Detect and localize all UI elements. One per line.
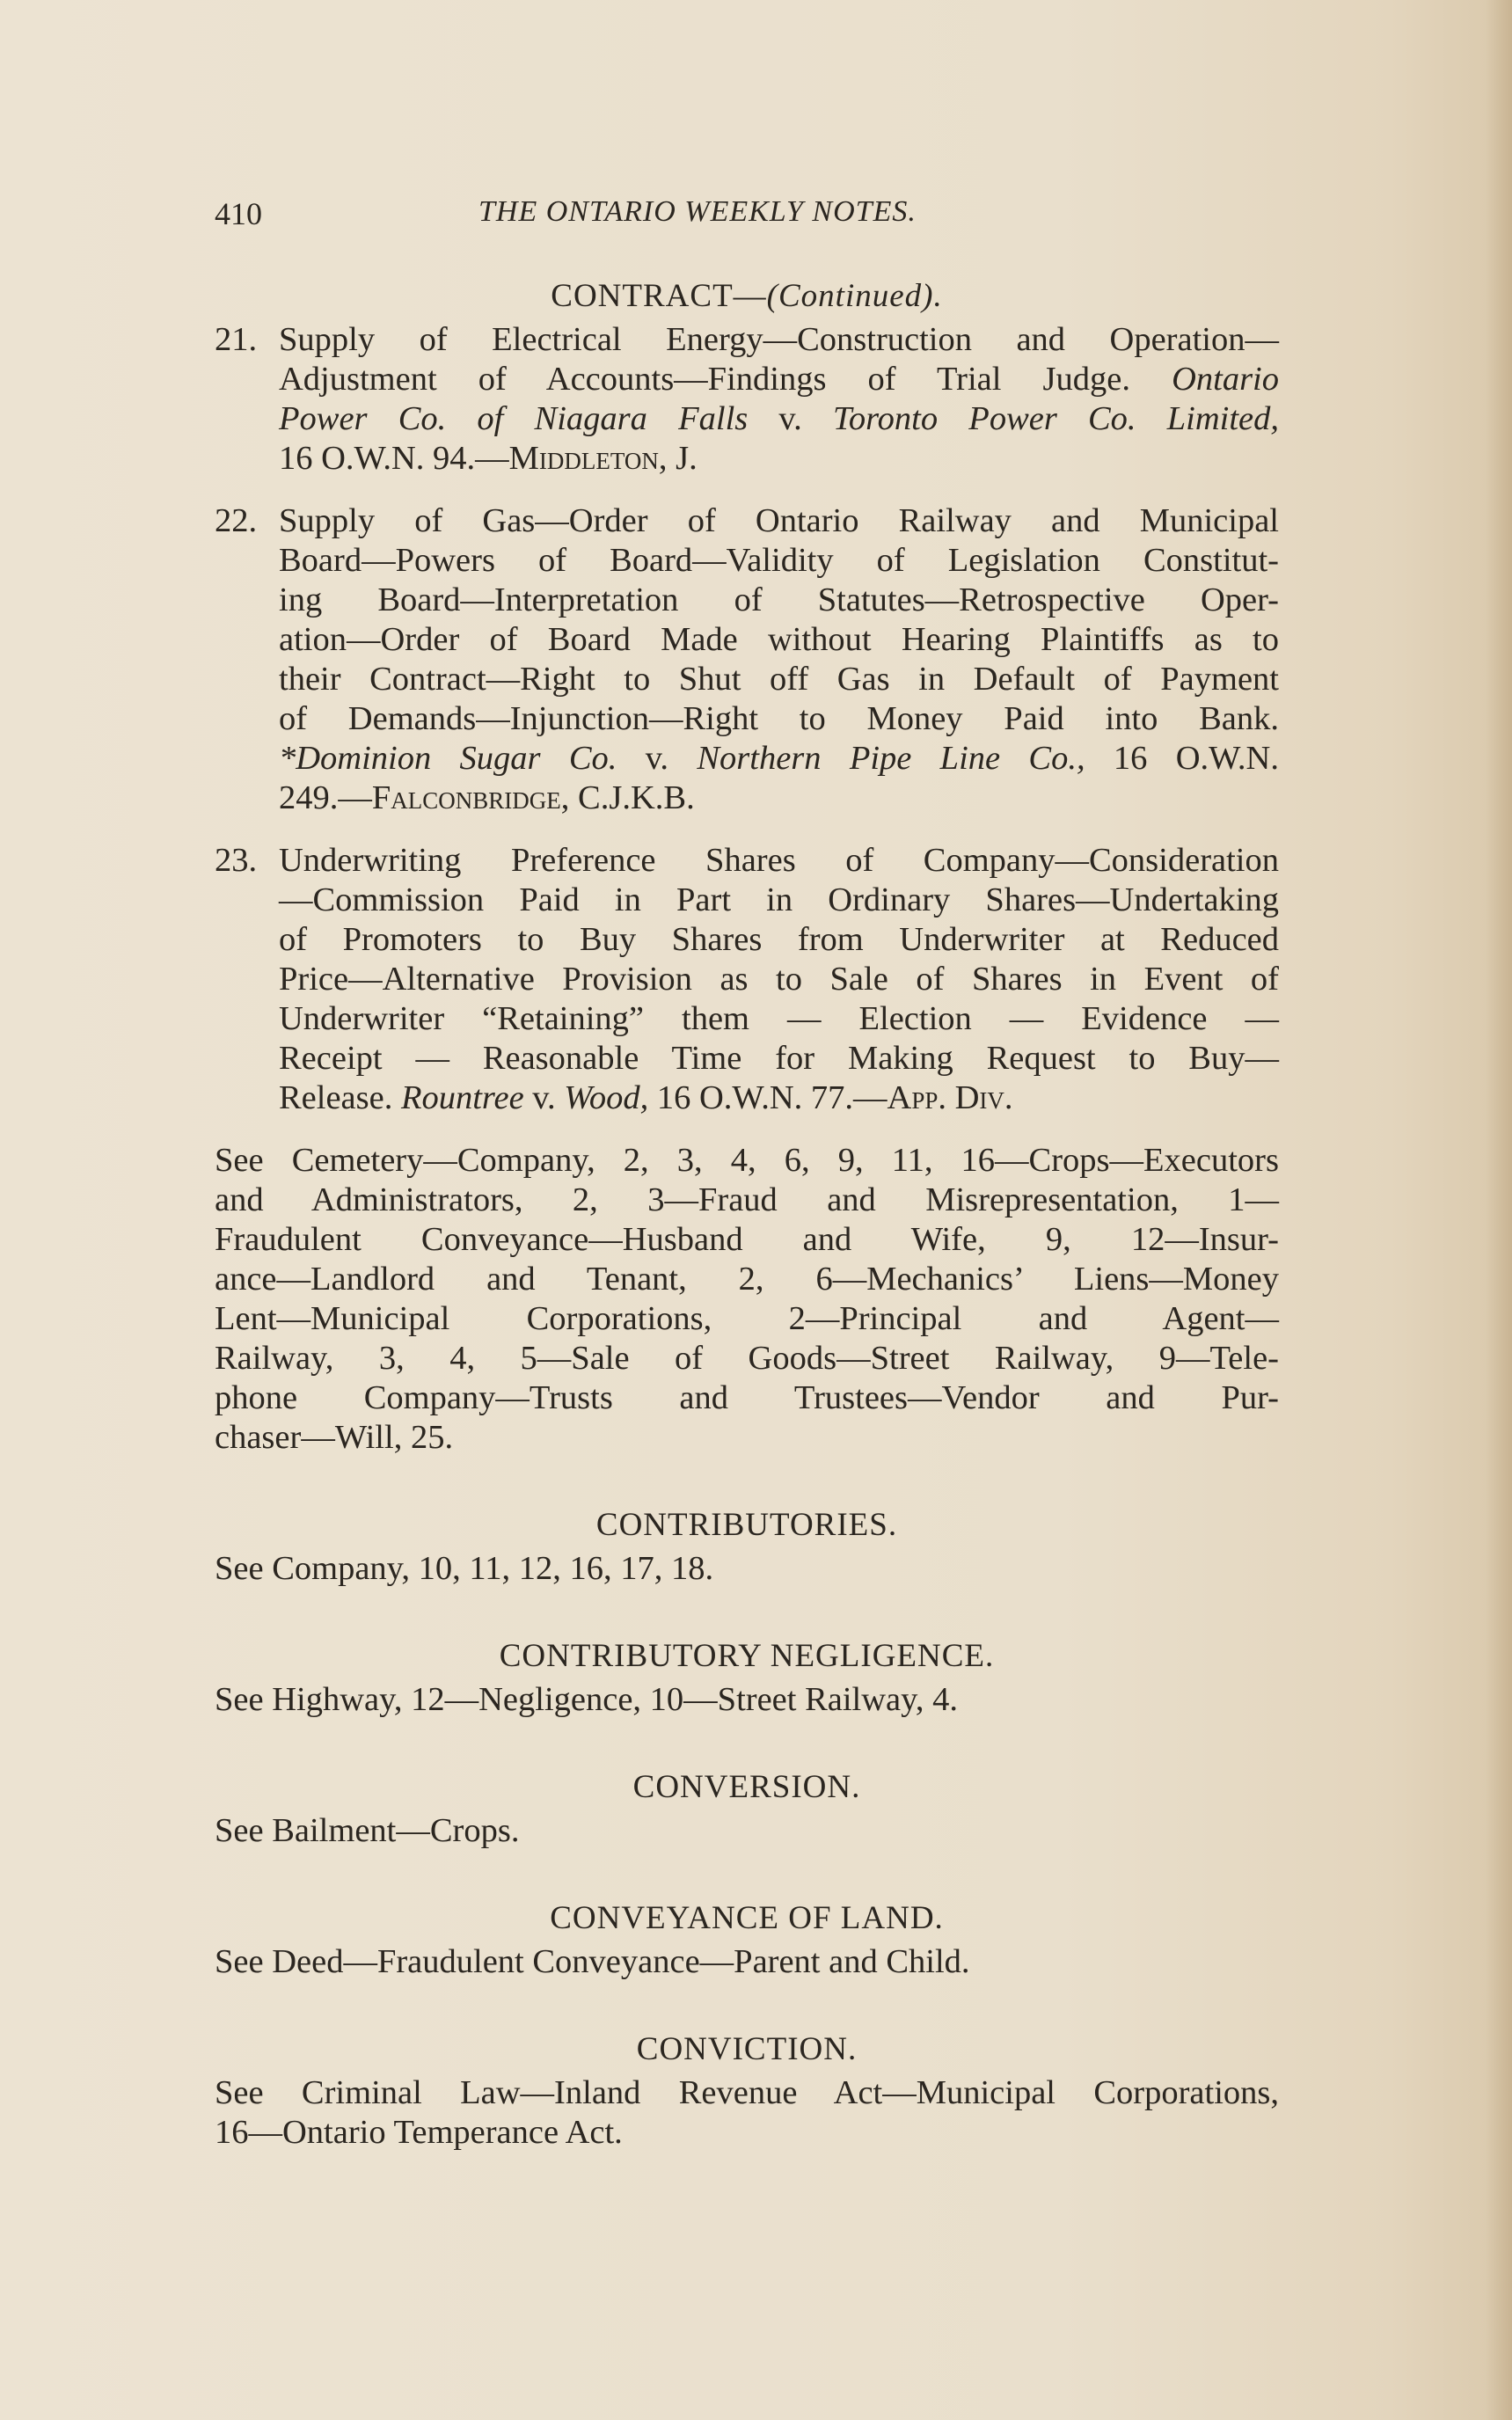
see-also-contributory-negligence: See Highway, 12—Negligence, 10—Street Railway, 4. — [215, 1681, 959, 1718]
index-entry-23 — [215, 841, 1279, 1118]
see-line: ance—Landlord and Tenant, 2, 6—Mechanics’ Liens—Money — [215, 1261, 1279, 1298]
see-line: chaser—Will, 25. — [215, 1419, 454, 1456]
see-line: See Criminal Law—Inland Revenue Act—Municipal Corporations, — [215, 2074, 1279, 2111]
journal-title: THE ONTARIO WEEKLY NOTES. — [478, 195, 917, 228]
see-line: See Cemetery—Company, 2, 3, 4, 6, 9, 11, 16—Crops—Executors — [215, 1142, 1279, 1179]
entry-line: Underwriting Preference Shares of Company—Consideration — [279, 842, 1279, 879]
entry-number: 23. — [215, 842, 258, 879]
see-line: and Administrators, 2, 3—Fraud and Misrepresentation, 1— — [215, 1181, 1279, 1218]
judge-name: Middleton, J. — [508, 440, 698, 477]
see-also-contract — [215, 1141, 1279, 1458]
entry-line: Release. Rountree v. Wood, 16 O.W.N. 77.—App. Div. — [279, 1079, 1013, 1116]
entry-line: Underwriter “Retaining” them — Election — Evidence — — [279, 1000, 1279, 1037]
entry-number: 21. — [215, 321, 258, 358]
entry-line: —Commission Paid in Part in Ordinary Shares—Undertaking — [279, 881, 1279, 918]
see-also-contributories: See Company, 10, 11, 12, 16, 17, 18. — [215, 1550, 714, 1587]
case-name: Rountree — [400, 1079, 524, 1116]
see-line: Fraudulent Conveyance—Husband and Wife, 9, 12—Insur- — [215, 1221, 1279, 1258]
section-heading-conveyance-of-land: CONVEYANCE OF LAND. — [550, 1900, 944, 1936]
section-heading-contributories: CONTRIBUTORIES. — [595, 1507, 898, 1543]
see-line: Lent—Municipal Corporations, 2—Principal and Agent— — [215, 1300, 1279, 1337]
entry-line: of Promoters to Buy Shares from Underwriter at Reduced — [279, 921, 1279, 958]
index-content — [215, 274, 1279, 2170]
contract-heading-main: CONTRACT— — [551, 278, 767, 314]
index-entry-21 — [215, 320, 1279, 479]
see-line: 16—Ontario Temperance Act. — [215, 2114, 623, 2151]
entry-line: Board—Powers of Board—Validity of Legislation Constitut- — [279, 542, 1279, 579]
entry-line: ing Board—Interpretation of Statutes—Retrospective Oper- — [279, 581, 1279, 618]
see-also-conveyance-of-land: See Deed—Fraudulent Conveyance—Parent and Child. — [215, 1943, 970, 1980]
section-heading-conviction: CONVICTION. — [636, 2031, 858, 2067]
entry-line: ation—Order of Board Made without Hearing Plaintiffs as to — [279, 621, 1279, 658]
entry-line: Receipt — Reasonable Time for Making Request to Buy— — [279, 1040, 1279, 1077]
see-also-conviction — [215, 2073, 1279, 2153]
judge-name: Falconbridge — [371, 779, 561, 816]
case-name: Power Co. of Niagara Falls — [279, 400, 749, 437]
entry-line: Price—Alternative Provision as to Sale of Shares in Event of — [279, 961, 1279, 998]
running-head — [215, 195, 1006, 239]
contract-heading-continued: (Continued). — [766, 278, 943, 314]
entry-line: 249.—Falconbridge, C.J.K.B. — [279, 779, 695, 816]
case-name: Northern Pipe Line Co., — [697, 740, 1085, 777]
case-name: *Dominion Sugar Co. — [279, 740, 617, 777]
entry-line: *Dominion Sugar Co. v. Northern Pipe Line Co., 16 O.W.N. — [279, 740, 1279, 777]
entry-line: Adjustment of Accounts—Findings of Trial Judge. Ontario — [279, 361, 1279, 398]
case-name: Toronto Power Co. Limited, — [833, 400, 1280, 437]
court-name: App. Div. — [887, 1079, 1013, 1116]
index-entry-22 — [215, 501, 1279, 818]
page-number: 410 — [215, 196, 262, 231]
entry-line: Power Co. of Niagara Falls v. Toronto Power Co. Limited, — [279, 400, 1280, 437]
entry-line: Supply of Gas—Order of Ontario Railway and Municipal — [279, 502, 1279, 539]
see-line: Railway, 3, 4, 5—Sale of Goods—Street Railway, 9—Tele- — [215, 1340, 1279, 1377]
entry-line: 16 O.W.N. 94.—Middleton, J. — [279, 440, 698, 477]
see-line: phone Company—Trusts and Trustees—Vendor and Pur- — [215, 1379, 1279, 1416]
case-name: Wood, — [564, 1079, 649, 1116]
contract-heading — [215, 274, 1279, 318]
section-heading-conversion: CONVERSION. — [632, 1769, 861, 1805]
entry-line: Supply of Electrical Energy—Construction and Operation— — [279, 321, 1279, 358]
case-name: Ontario — [1172, 361, 1279, 398]
section-heading-contributory-negligence: CONTRIBUTORY NEGLIGENCE. — [499, 1638, 995, 1674]
see-also-conversion: See Bailment—Crops. — [215, 1812, 520, 1849]
page-spine-shadow — [1486, 0, 1512, 2420]
entry-line: of Demands—Injunction—Right to Money Paid into Bank. — [279, 700, 1279, 737]
entry-number: 22. — [215, 502, 258, 539]
entry-line: their Contract—Right to Shut off Gas in Default of Payment — [279, 661, 1279, 698]
